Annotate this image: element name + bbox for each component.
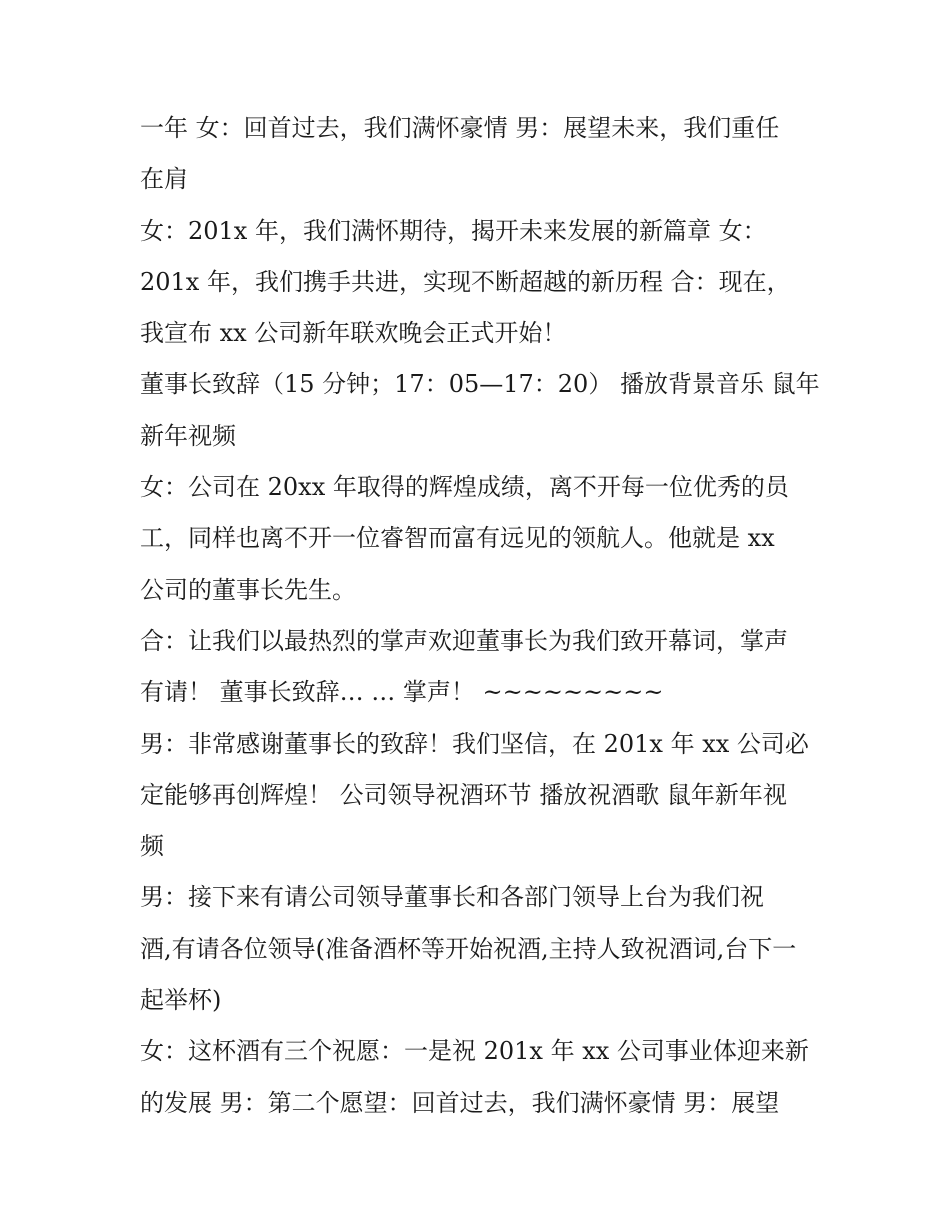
text-line: 女：这杯酒有三个祝愿：一是祝 201x 年 xx 公司事业体迎来新 <box>140 1037 809 1066</box>
document-body <box>140 103 820 1129</box>
text-line: 女：公司在 20xx 年取得的辉煌成绩，离不开每一位优秀的员 <box>140 473 789 502</box>
text-line: 合：让我们以最热烈的掌声欢迎董事长为我们致开幕词，掌声 <box>140 626 788 655</box>
text-line: 女：201x 年，我们满怀期待，揭开未来发展的新篇章 女： <box>140 216 767 245</box>
text-line: 公司的董事长先生。 <box>140 575 356 604</box>
text-line: 我宣布 xx 公司新年联欢晚会正式开始！ <box>140 319 567 348</box>
text-line: 工，同样也离不开一位睿智而富有远见的领航人。他就是 xx <box>140 524 775 553</box>
text-line: 男：接下来有请公司领导董事长和各部门领导上台为我们祝 <box>140 883 764 912</box>
text-line: 起举杯) <box>140 986 222 1015</box>
text-line: 频 <box>140 832 164 861</box>
text-line: 酒,有请各位领导(准备酒杯等开始祝酒,主持人致祝酒词,台下一 <box>140 934 797 963</box>
text-line: 一年 女：回首过去，我们满怀豪情 男：展望未来，我们重任 <box>140 114 780 142</box>
text-line: 男：非常感谢董事长的致辞！我们坚信，在 201x 年 xx 公司必 <box>140 729 809 758</box>
text-line: 的发展 男：第二个愿望：回首过去，我们满怀豪情 男：展望 <box>140 1088 780 1117</box>
text-line: 有请！ 董事长致辞… … 掌声！ ~~~~~~~~~ <box>140 678 664 707</box>
text-line: 定能够再创辉煌！ 公司领导祝酒环节 播放祝酒歌 鼠年新年视 <box>140 780 787 809</box>
text-line: 董事长致辞（15 分钟；17：05—17：20） 播放背景音乐 鼠年 <box>140 370 820 399</box>
text-line: 201x 年，我们携手共进，实现不断超越的新历程 合：现在， <box>140 267 791 296</box>
text-line: 新年视频 <box>140 421 236 450</box>
text-line: 在肩 <box>140 165 188 194</box>
